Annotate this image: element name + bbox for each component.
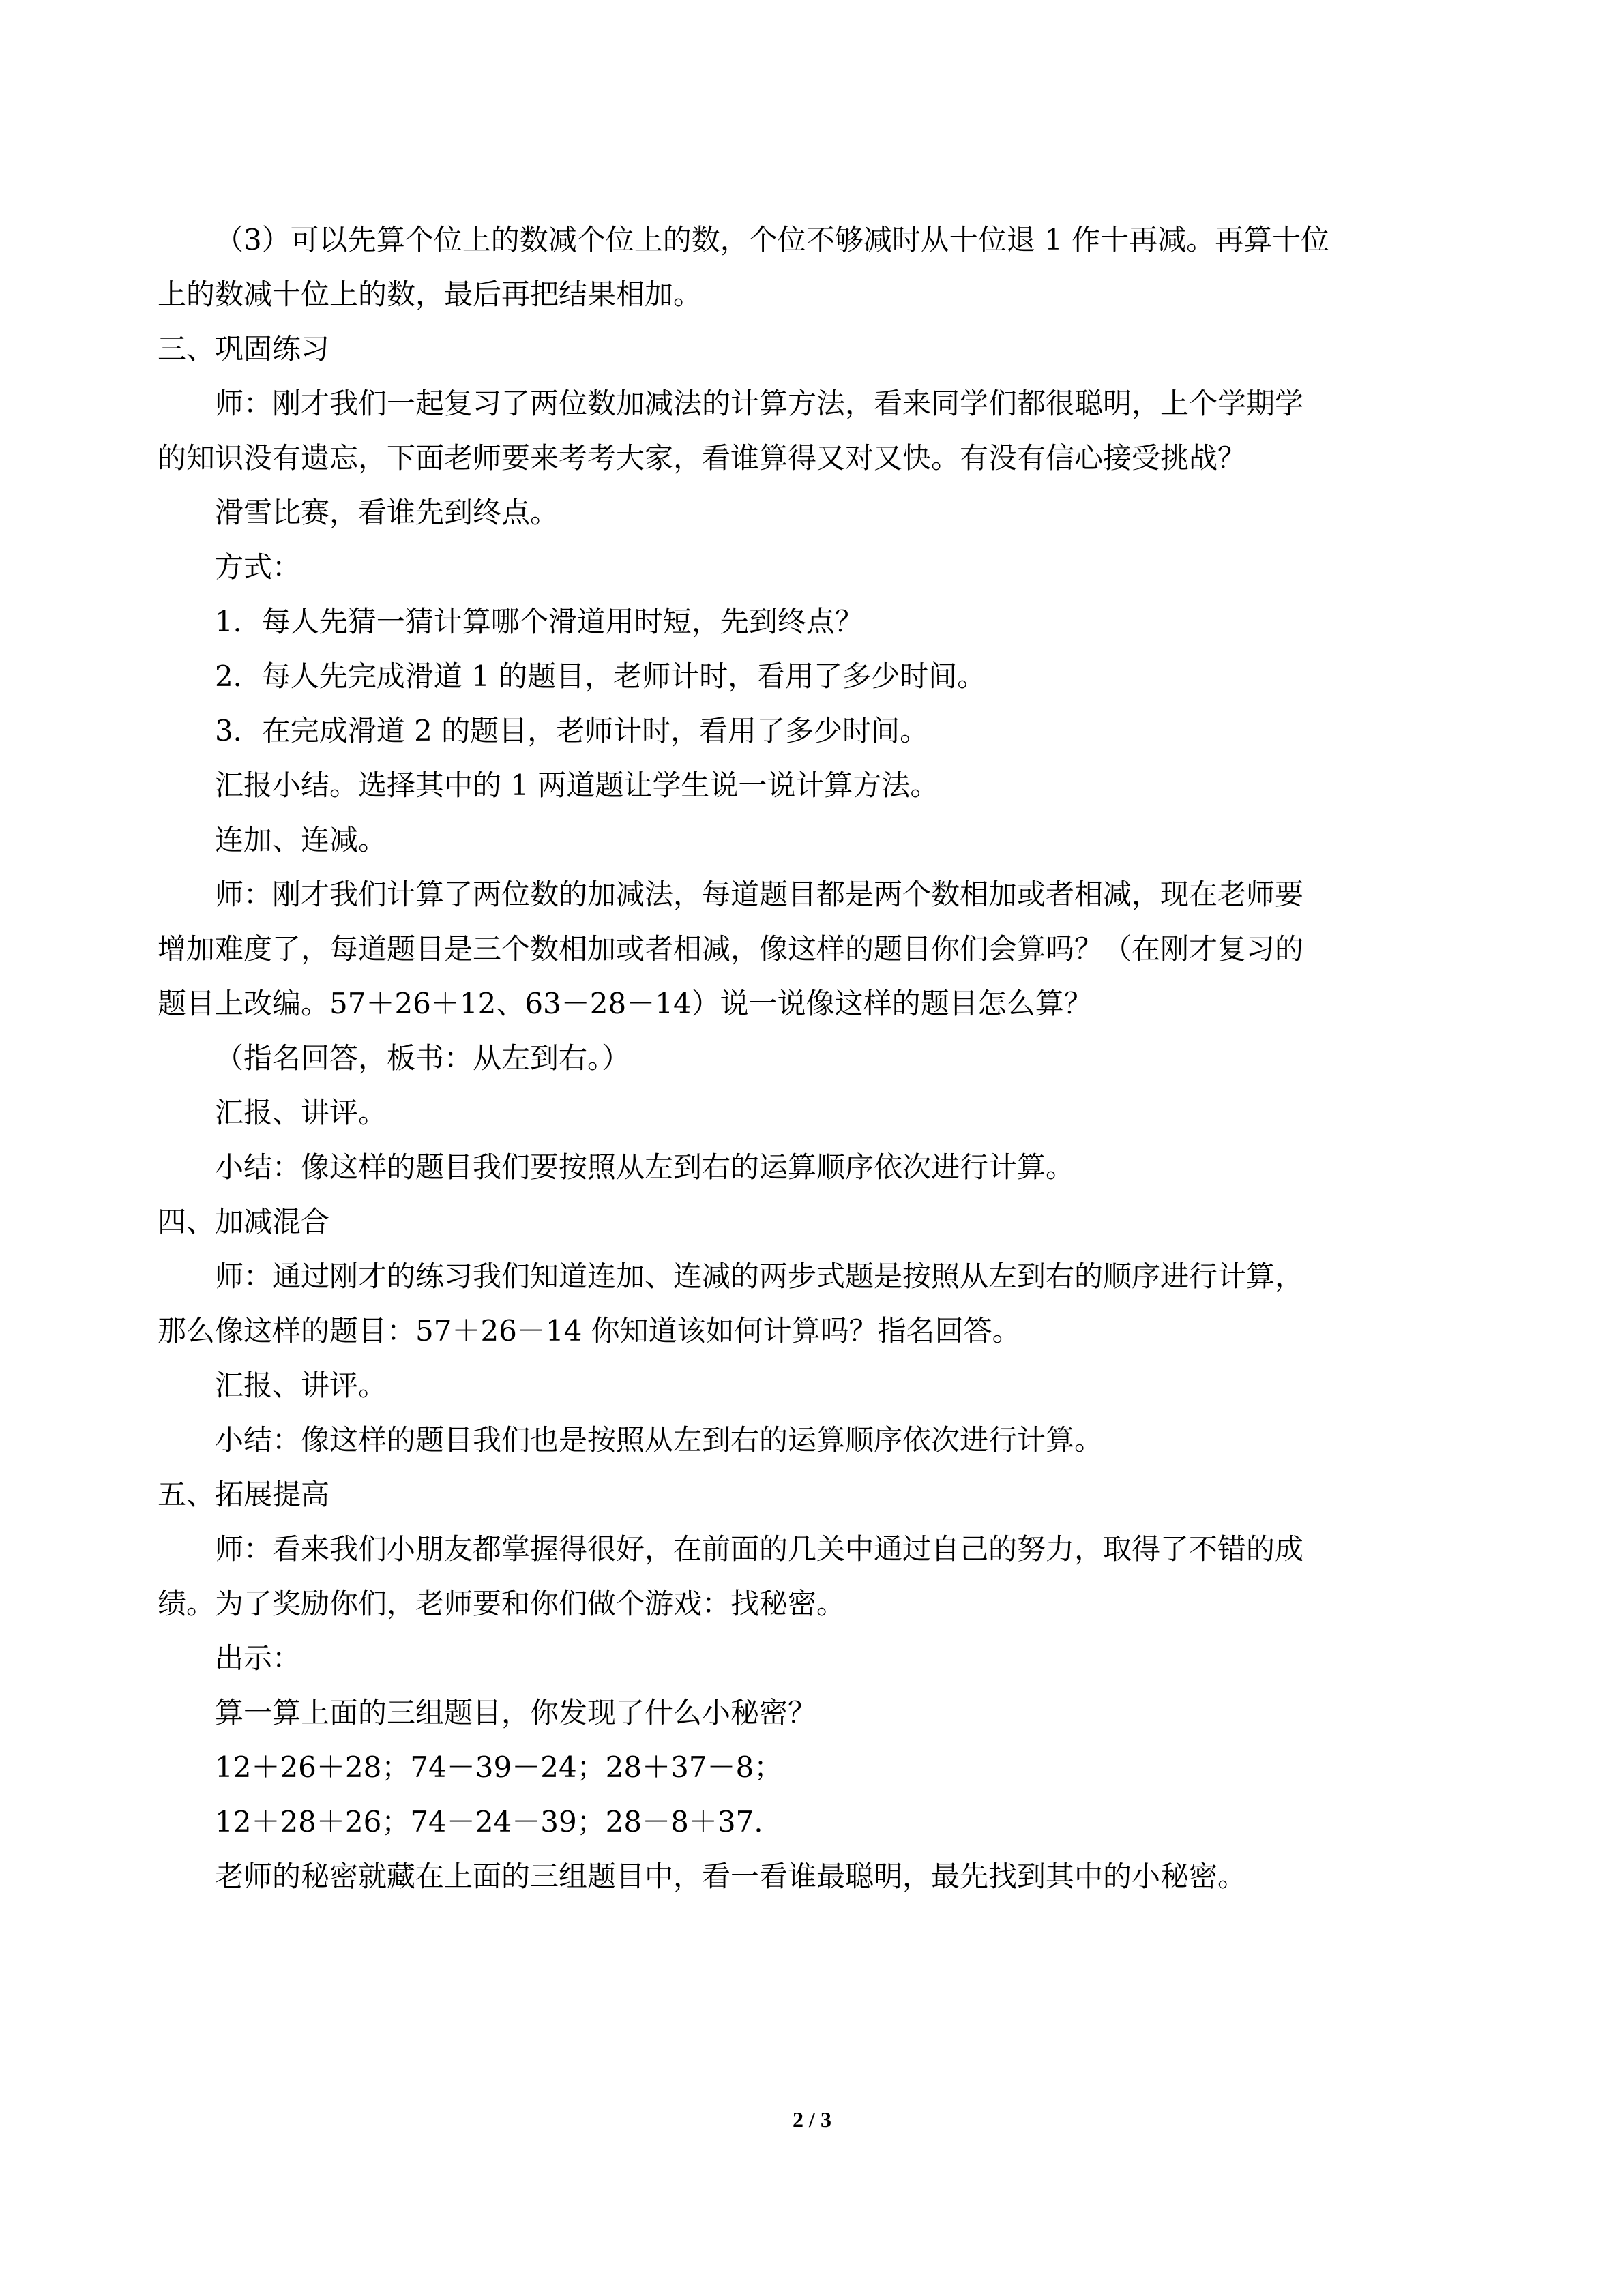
paragraph-line: 滑雪比赛，看谁先到终点。 [215, 496, 559, 529]
paragraph-line: 师：看来我们小朋友都掌握得很好，在前面的几关中通过自己的努力，取得了不错的成 [215, 1532, 1304, 1566]
paragraph-line: 小结：像这样的题目我们要按照从左到右的运算顺序依次进行计算。 [215, 1150, 1075, 1184]
math-expression-line: 12＋28＋26；74－24－39；28－8＋37. [215, 1805, 763, 1838]
paragraph-line: 出示： [215, 1641, 301, 1675]
paragraph-line: 师：通过刚才的练习我们知道连加、连减的两步式题是按照从左到右的顺序进行计算， [215, 1259, 1304, 1293]
paragraph-line: 师：刚才我们一起复习了两位数加减法的计算方法，看来同学们都很聪明，上个学期学 [215, 387, 1304, 420]
paragraph-line: 方式： [215, 550, 301, 584]
section-heading: 四、加减混合 [158, 1205, 330, 1238]
paragraph-line: 的知识没有遗忘，下面老师要来考考大家，看谁算得又对又快。有没有信心接受挑战？ [158, 441, 1247, 475]
paragraph-line: 那么像这样的题目：57＋26－14 你知道该如何计算吗？指名回答。 [158, 1314, 1021, 1347]
paragraph-line: （指名回答，板书：从左到右。） [215, 1041, 631, 1075]
paragraph-line: 算一算上面的三组题目，你发现了什么小秘密？ [215, 1696, 817, 1729]
paragraph-line: 上的数减十位上的数，最后再把结果相加。 [158, 278, 703, 311]
paragraph-line: 连加、连减。 [215, 823, 387, 856]
paragraph-line: 增加难度了，每道题目是三个数相加或者相减，像这样的题目你们会算吗？（在刚才复习的 [158, 932, 1304, 966]
paragraph-line: 汇报、讲评。 [215, 1096, 387, 1129]
math-expression-line: 12＋26＋28；74－39－24；28＋37－8； [215, 1750, 783, 1784]
section-heading: 五、拓展提高 [158, 1478, 330, 1511]
paragraph-line: 小结：像这样的题目我们也是按照从左到右的运算顺序依次进行计算。 [215, 1423, 1104, 1457]
paragraph-line: 汇报、讲评。 [215, 1369, 387, 1402]
section-heading: 三、巩固练习 [158, 332, 330, 366]
paragraph-line: （3）可以先算个位上的数减个位上的数，个位不够减时从十位退 1 作十再减。再算十位 [215, 223, 1330, 256]
paragraph-line: 绩。为了奖励你们，老师要和你们做个游戏：找秘密。 [158, 1587, 846, 1620]
paragraph-line: 老师的秘密就藏在上面的三组题目中，看一看谁最聪明，最先找到其中的小秘密。 [215, 1860, 1247, 1893]
paragraph-line: 题目上改编。57＋26＋12、63－28－14）说一说像这样的题目怎么算？ [158, 987, 1093, 1020]
list-item: 3．在完成滑道 2 的题目，老师计时，看用了多少时间。 [215, 714, 929, 747]
paragraph-line: 师：刚才我们计算了两位数的加减法，每道题目都是两个数相加或者相减，现在老师要 [215, 878, 1304, 911]
list-item: 2．每人先完成滑道 1 的题目，老师计时，看用了多少时间。 [215, 659, 986, 693]
document-body [158, 213, 1474, 1904]
page-number: 2 / 3 [793, 2107, 831, 2132]
list-item: 1．每人先猜一猜计算哪个滑道用时短，先到终点？ [215, 605, 863, 638]
paragraph-line: 汇报小结。选择其中的 1 两道题让学生说一说计算方法。 [215, 769, 939, 802]
